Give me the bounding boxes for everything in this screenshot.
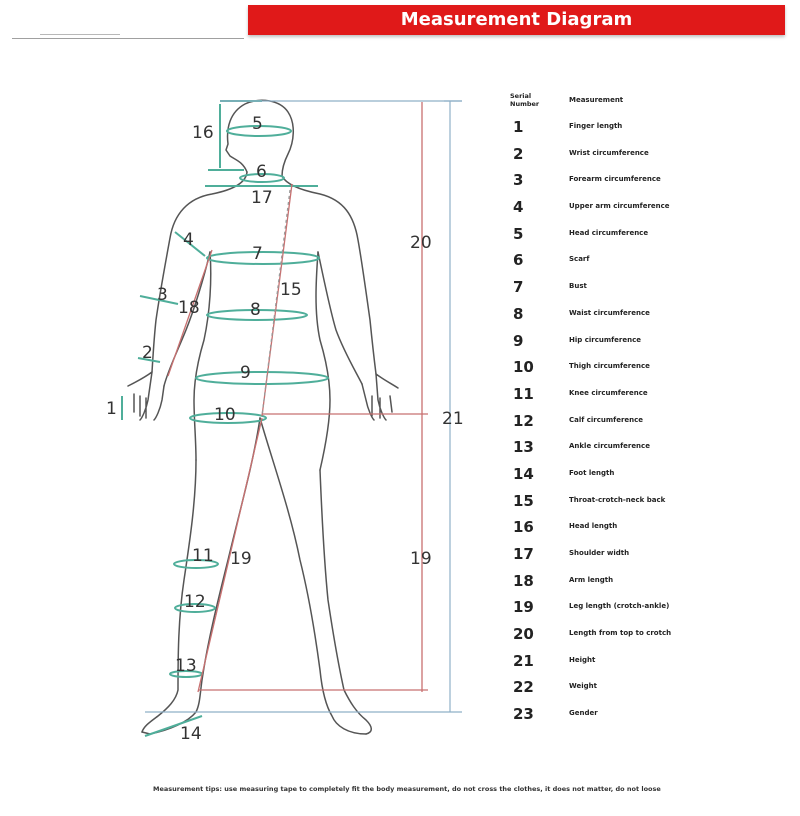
legend-serial-number: 8 [513, 304, 524, 323]
legend-serial-number: 11 [513, 384, 534, 403]
legend-serial-number: 19 [513, 598, 534, 617]
legend-measurement-label: Wrist circumference [569, 148, 649, 157]
legend-serial-number: 14 [513, 464, 534, 483]
legend-serial-number: 12 [513, 411, 534, 430]
legend-row [505, 676, 765, 703]
legend-serial-number: 6 [513, 251, 524, 270]
legend-serial-number: 15 [513, 491, 534, 510]
legend-row [505, 249, 765, 276]
legend-serial-number: 23 [513, 705, 534, 724]
legend-serial-number: 17 [513, 545, 534, 563]
ring-7-bust [207, 252, 319, 264]
figure-label-11: 11 [192, 546, 214, 566]
figure-label-7: 7 [252, 244, 263, 264]
legend-row [505, 623, 765, 650]
legend-measurement-label: Hip circumference [569, 335, 642, 344]
figure-label-10: 10 [214, 405, 236, 425]
figure-label-21: 21 [442, 409, 464, 429]
figure-label-19-side: 19 [410, 549, 432, 569]
legend-serial-number: 10 [513, 358, 534, 377]
legend-measurement-label: Knee circumference [569, 388, 648, 397]
legend-row [505, 516, 765, 543]
figure-label-19-leg: 19 [230, 549, 252, 569]
right-leg-outer [320, 470, 371, 734]
legend-row [505, 463, 765, 490]
legend-measurement-label: Weight [569, 682, 597, 691]
legend-measurement-label: Waist circumference [569, 308, 650, 317]
legend-serial-number: 20 [513, 625, 534, 644]
legend-row [505, 196, 765, 223]
legend-serial-number: 3 [513, 171, 524, 190]
legend-row [505, 436, 765, 463]
measurement-tips: Measurement tips: use measuring tape to completely fit the body measurement, do not cross the clothes, it does not matter, do not loose [153, 785, 661, 793]
legend-measurement-label: Gender [569, 709, 598, 718]
figure-label-20: 20 [410, 233, 432, 253]
figure-label-6: 6 [256, 162, 267, 182]
right-leg-inner [260, 418, 366, 734]
legend-measurement-label: Height [569, 655, 596, 664]
legend-header [505, 90, 765, 116]
legend-serial-number: 22 [513, 678, 534, 697]
figure-label-2: 2 [142, 343, 153, 363]
legend-measurement-label: Length from top to crotch [569, 629, 672, 638]
legend-row [505, 410, 765, 437]
legend-measurement-label: Head length [569, 522, 618, 531]
legend-measurement-label: Head circumference [569, 228, 649, 237]
legend-row [505, 143, 765, 170]
figure-label-4: 4 [183, 230, 194, 250]
legend-serial-number: 1 [513, 118, 524, 136]
figure-label-3: 3 [157, 285, 168, 305]
ring-9-hip [196, 372, 328, 384]
right-waist [316, 252, 330, 470]
legend-row [505, 116, 765, 143]
legend-serial-number: 16 [513, 518, 534, 537]
legend-measurement-label: Upper arm circumference [569, 202, 670, 211]
legend-measurement-label: Ankle circumference [569, 442, 650, 451]
figure-label-18: 18 [178, 298, 200, 318]
figure-label-14: 14 [180, 724, 202, 744]
right-arm-inner [318, 252, 362, 384]
figure-label-13: 13 [175, 656, 197, 676]
legend-row [505, 356, 765, 383]
figure-label-5: 5 [252, 114, 263, 134]
torso-left-outline [152, 172, 247, 372]
legend-serial-number: 18 [513, 571, 534, 590]
torso-right-outline [282, 176, 376, 374]
legend-row [505, 276, 765, 303]
legend-serial-number: 4 [513, 198, 524, 217]
legend-measurement-label: Forearm circumference [569, 175, 661, 184]
guide-lines [145, 101, 462, 712]
measurement-legend [505, 90, 765, 730]
legend-rows [505, 116, 765, 730]
legend-row [505, 570, 765, 597]
figure-label-1: 1 [106, 399, 117, 419]
legend-measurement-label: Calf circumference [569, 415, 644, 424]
legend-measurement-label: Scarf [569, 255, 590, 264]
legend-row [505, 490, 765, 517]
legend-measurement-label: Finger length [569, 122, 623, 130]
legend-row [505, 303, 765, 330]
legend-header-measurement: Measurement [569, 96, 624, 104]
figure-label-16: 16 [192, 123, 214, 143]
legend-row [505, 169, 765, 196]
legend-measurement-label: Foot length [569, 468, 615, 477]
legend-serial-number: 21 [513, 651, 534, 670]
legend-measurement-label: Leg length (crotch-ankle) [569, 602, 670, 611]
legend-row [505, 543, 765, 570]
legend-serial-number: 13 [513, 438, 534, 457]
figure-label-15: 15 [280, 280, 302, 300]
figure-label-8: 8 [250, 300, 261, 320]
figure-label-17: 17 [251, 188, 273, 208]
legend-measurement-label: Arm length [569, 575, 614, 584]
legend-row [505, 330, 765, 357]
left-leg-inner [142, 418, 260, 734]
legend-row [505, 383, 765, 410]
measure-lines-red [168, 102, 428, 692]
legend-row [505, 650, 765, 677]
legend-measurement-label: Throat-crotch-neck back [569, 495, 666, 504]
legend-row [505, 703, 765, 730]
legend-serial-number: 2 [513, 144, 524, 163]
legend-serial-number: 7 [513, 278, 524, 297]
page-title: Measurement Diagram [400, 9, 633, 30]
legend-measurement-label: Shoulder width [569, 549, 630, 557]
figure-label-9: 9 [240, 363, 251, 383]
legend-row [505, 223, 765, 250]
legend-serial-number: 5 [513, 224, 524, 243]
legend-measurement-label: Bust [569, 282, 587, 291]
right-hand [362, 374, 398, 420]
left-hand [128, 372, 164, 420]
legend-serial-number: 9 [513, 331, 524, 350]
figure-label-12: 12 [184, 592, 206, 612]
legend-measurement-label: Thigh circumference [569, 362, 650, 371]
legend-row [505, 596, 765, 623]
legend-header-serial: Serial Number [510, 92, 540, 108]
